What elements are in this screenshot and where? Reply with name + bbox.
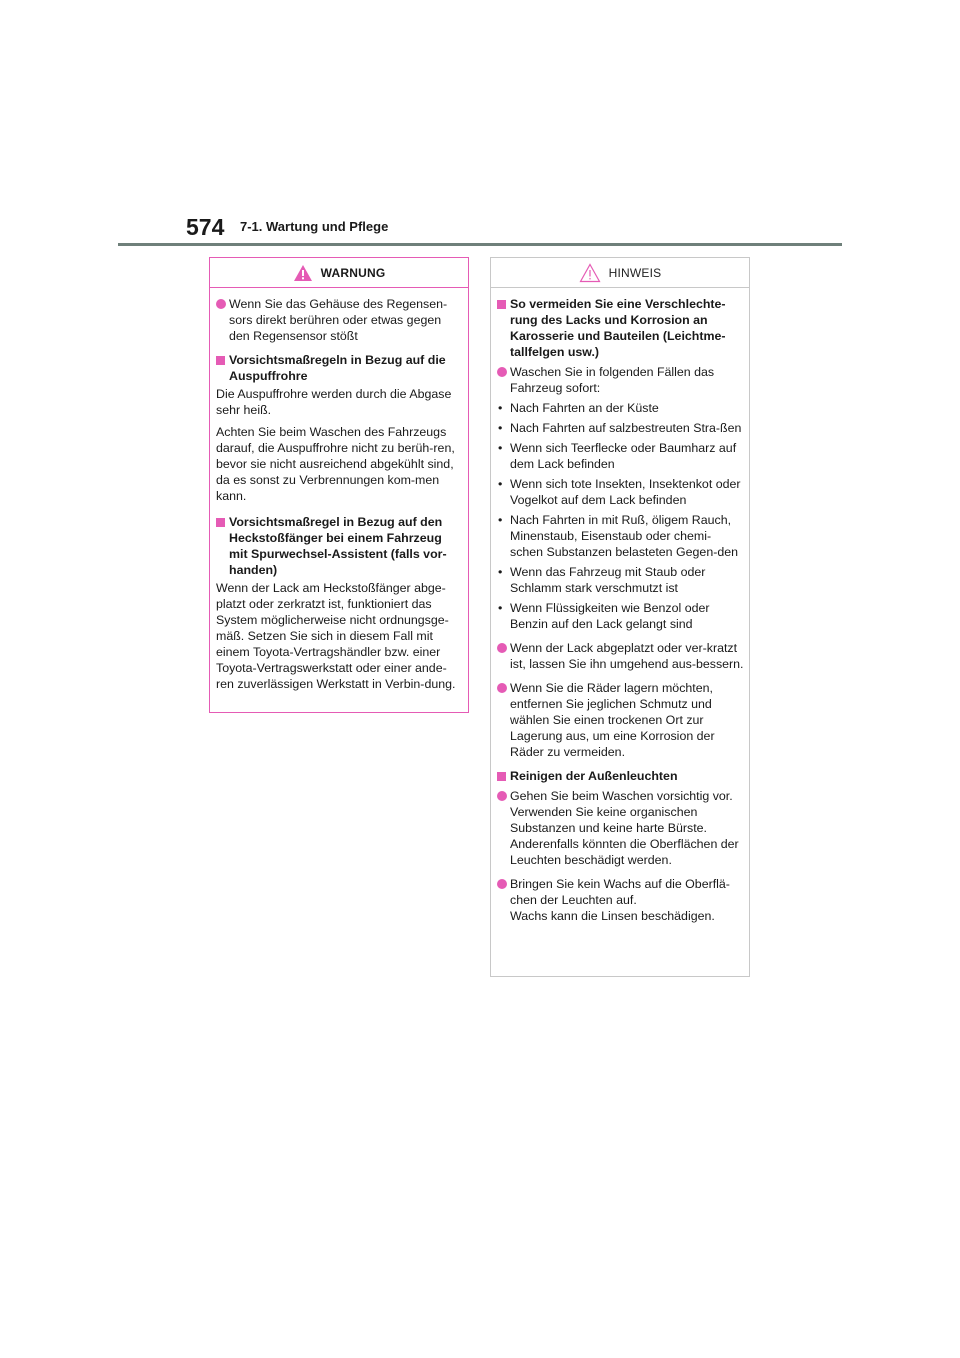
section-title: 7-1. Wartung und Pflege (240, 219, 389, 234)
list-item: • Wenn sich Teerflecke oder Baumharz auf dem Lack befinden (497, 440, 744, 472)
warning-box (209, 257, 469, 713)
warning-title: WARNUNG (320, 265, 386, 280)
warning-para-abgase: Die Auspuffrohre werden durch die Abgase sehr heiß. (216, 387, 452, 417)
pink-dot-icon (497, 683, 507, 693)
pink-dot-icon (497, 367, 507, 377)
list-item: • Nach Fahrten in mit Ruß, öligem Rauch, Minenstaub, Eisenstaub oder chemi-schen Substanzen belasteten Gegen-den (497, 512, 744, 560)
notice-item-wachs: Bringen Sie kein Wachs auf die Oberflä-chen der Leuchten auf. Wachs kann die Linsen beschädigen. (497, 876, 744, 924)
warning-triangle-icon (293, 264, 313, 282)
list-item: • Nach Fahrten an der Küste (497, 400, 744, 416)
notice-body (491, 288, 749, 924)
pink-square-icon (497, 300, 506, 309)
warning-item-regensensor: Wenn Sie das Gehäuse des Regensen-sors direkt berühren oder etwas gegen den Regensensor stößt (216, 296, 463, 344)
notice-box (490, 257, 750, 977)
page-number: 574 (186, 214, 225, 240)
pink-dot-icon (497, 879, 507, 889)
notice-triangle-icon (579, 263, 601, 283)
pink-dot-icon (497, 643, 507, 653)
notice-header (491, 258, 749, 288)
pink-square-icon (216, 356, 225, 365)
notice-heading-lack: So vermeiden Sie eine Verschlechte-rung des Lacks und Korrosion an Karosserie und Bauteilen (Leichtme-tallfelgen usw.) (497, 296, 744, 360)
list-item: • Wenn das Fahrzeug mit Staub oder Schlamm stark verschmutzt ist (497, 564, 744, 596)
warning-body (210, 288, 468, 692)
warning-heading-auspuff: Vorsichtsmaßregeln in Bezug auf die Auspuffrohre (216, 352, 463, 384)
notice-title: HINWEIS (608, 265, 662, 280)
notice-item-waschen: Waschen Sie in folgenden Fällen das Fahrzeug sofort: • Nach Fahrten an der Küste • Nach Fahrten auf salzbestreuten Stra-ßen • Wenn sich Teerflecke oder Baumharz auf dem Lack befinden • Wenn sich tote Insekten, Insektenkot oder Vogelkot auf dem Lack befinden • Nach Fahrten in mit Ruß, öligem Rauch, Minenstaub, Eisenstaub oder chemi-schen Substanzen belasteten Gegen-den • Wenn das Fahrzeug mit Staub oder Schlamm stark verschmutzt ist • Wenn Flüssigkeiten wie Benzol oder Benzin auf den Lack gelangt sind (497, 364, 744, 632)
pink-dot-icon (497, 791, 507, 801)
notice-item-lackschaden: Wenn der Lack abgeplatzt oder ver-kratzt ist, lassen Sie ihn umgehend aus-bessern. (497, 640, 744, 672)
list-item: • Wenn Flüssigkeiten wie Benzol oder Benzin auf den Lack gelangt sind (497, 600, 744, 632)
pink-dot-icon (216, 299, 226, 309)
pink-square-icon (497, 772, 506, 781)
notice-wash-list (497, 400, 744, 632)
list-item: • Nach Fahrten auf salzbestreuten Stra-ßen (497, 420, 744, 436)
warning-para-lack: Wenn der Lack am Heckstoßfänger abge-platzt oder zerkratzt ist, funktioniert das System möglicherweise nicht ordnungsge-mäß. Setzen Sie sich in diesem Fall mit einem Toyota-Vertragshändler bzw. einer Toyota-Vertragswerkstatt oder einer ande-ren zuverlässigen Werkstatt in Verbin-dung. (216, 581, 456, 691)
pink-square-icon (216, 518, 225, 527)
warning-header (210, 258, 468, 288)
notice-heading-aussenleuchten: Reinigen der Außenleuchten (497, 768, 744, 784)
header-rule (118, 243, 842, 246)
warning-para-waschen: Achten Sie beim Waschen des Fahrzeugs darauf, die Auspuffrohre nicht zu berüh-ren, bevor sie nicht ausreichend abgekühlt sind, da es sonst zu Verbrennungen kom-men kann. (216, 425, 455, 503)
list-item: • Wenn sich tote Insekten, Insektenkot oder Vogelkot auf dem Lack befinden (497, 476, 744, 508)
notice-item-leuchten-waschen: Gehen Sie beim Waschen vorsichtig vor. Verwenden Sie keine organischen Substanzen und keine harte Bürste. Anderenfalls könnten die Oberflächen der Leuchten beschädigt werden. (497, 788, 744, 868)
warning-heading-heckstossfaenger: Vorsichtsmaßregel in Bezug auf den Heckstoßfänger bei einem Fahrzeug mit Spurwechsel-Assistent (falls vor-handen) (216, 514, 463, 578)
notice-item-raeder: Wenn Sie die Räder lagern möchten, entfernen Sie jeglichen Schmutz und wählen Sie einen trockenen Ort zur Lagerung aus, um eine Korrosion der Räder zu vermeiden. (497, 680, 744, 760)
